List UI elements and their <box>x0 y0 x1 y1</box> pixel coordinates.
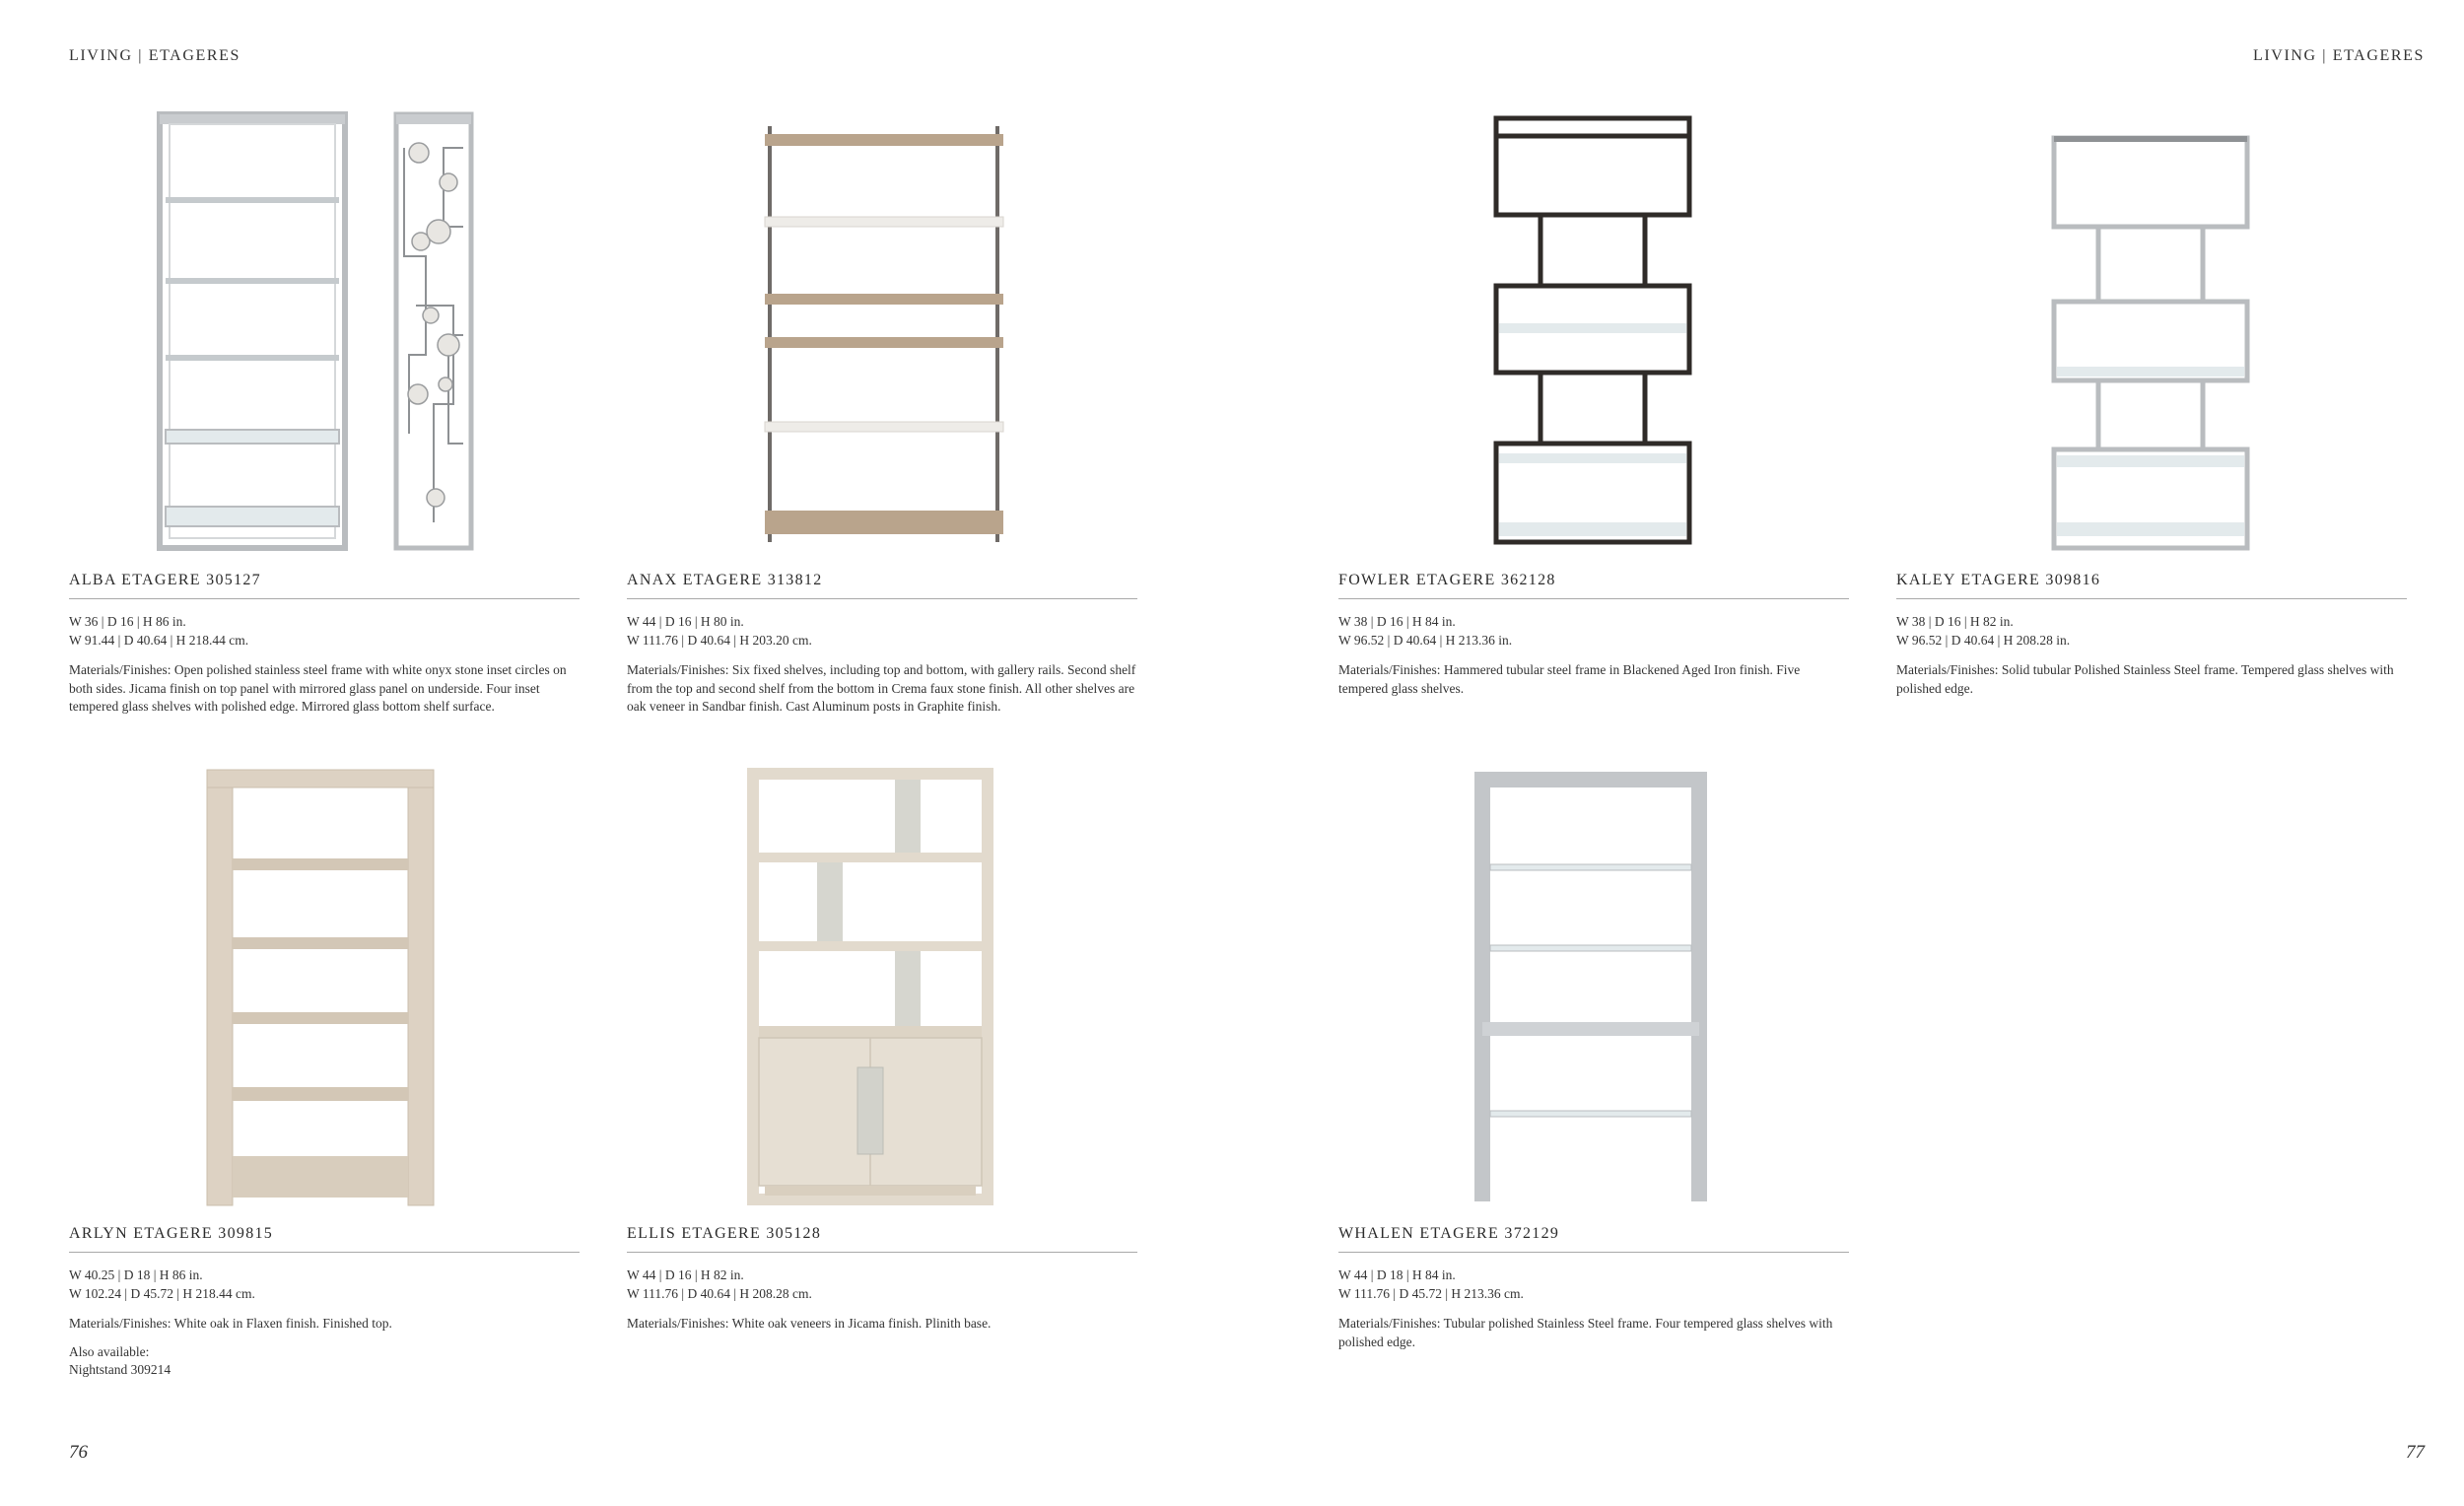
product-kaley <box>1896 108 2407 698</box>
product-image-whalen <box>1338 762 1849 1225</box>
product-image-anax <box>627 108 1137 572</box>
product-alba <box>69 108 580 717</box>
dimensions-inches: W 36 | D 16 | H 86 in. <box>69 614 186 629</box>
dimensions-inches: W 44 | D 18 | H 84 in. <box>1338 1267 1456 1282</box>
section-header-right: LIVING | ETAGERES <box>2253 47 2425 64</box>
product-whalen <box>1338 762 1849 1351</box>
materials-text: Materials/Finishes: White oak veneers in Jicama finish. Plinith base. <box>627 1316 992 1331</box>
product-arlyn <box>69 762 580 1380</box>
section-header-left: LIVING | ETAGERES <box>69 47 240 64</box>
dimensions-cm: W 111.76 | D 45.72 | H 213.36 cm. <box>1338 1286 1524 1301</box>
page-number-left: 76 <box>69 1442 88 1463</box>
dimensions-inches: W 38 | D 16 | H 84 in. <box>1338 614 1456 629</box>
dimensions-cm: W 111.76 | D 40.64 | H 203.20 cm. <box>627 633 812 648</box>
dimensions-cm: W 96.52 | D 40.64 | H 213.36 in. <box>1338 633 1513 648</box>
product-fowler <box>1338 108 1849 698</box>
page-number-right: 77 <box>2406 1442 2425 1463</box>
also-available-label: Also available: <box>69 1343 150 1359</box>
product-ellis <box>627 762 1137 1334</box>
product-image-arlyn <box>69 762 580 1225</box>
product-image-ellis <box>627 762 1137 1225</box>
materials-text: Materials/Finishes: Open polished stainless steel frame with white onyx stone inset circles on both sides. Jicama finish on top panel with mirrored glass panel on underside. Four inset tempered glass shelves with polished edge. Mirrored glass bottom shelf surface. <box>69 662 567 714</box>
dimensions-inches: W 40.25 | D 18 | H 86 in. <box>69 1267 203 1282</box>
materials-text: Materials/Finishes: Tubular polished Stainless Steel frame. Four tempered glass shelves with polished edge. <box>1338 1316 1833 1349</box>
product-image-fowler <box>1338 108 1849 572</box>
materials-text: Materials/Finishes: Six fixed shelves, including top and bottom, with gallery rails. Second shelf from the top and second shelf from the bottom in Crema faux stone finish. All other shelves are oak veneer in Sandbar finish. Cast Aluminum posts in Graphite finish. <box>627 662 1136 714</box>
product-name: ELLIS ETAGERE 305128 <box>627 1225 1137 1253</box>
product-image-kaley <box>1896 108 2407 572</box>
product-name: FOWLER ETAGERE 362128 <box>1338 572 1849 599</box>
also-available <box>69 1343 580 1380</box>
dimensions-cm: W 91.44 | D 40.64 | H 218.44 cm. <box>69 633 249 648</box>
product-name: KALEY ETAGERE 309816 <box>1896 572 2407 599</box>
dimensions-inches: W 38 | D 16 | H 82 in. <box>1896 614 2014 629</box>
product-anax <box>627 108 1137 717</box>
dimensions-inches: W 44 | D 16 | H 80 in. <box>627 614 744 629</box>
product-name: ANAX ETAGERE 313812 <box>627 572 1137 599</box>
dimensions-cm: W 111.76 | D 40.64 | H 208.28 cm. <box>627 1286 812 1301</box>
dimensions-inches: W 44 | D 16 | H 82 in. <box>627 1267 744 1282</box>
product-name: WHALEN ETAGERE 372129 <box>1338 1225 1849 1253</box>
materials-text: Materials/Finishes: White oak in Flaxen finish. Finished top. <box>69 1316 392 1331</box>
materials-text: Materials/Finishes: Hammered tubular steel frame in Blackened Aged Iron finish. Five tempered glass shelves. <box>1338 662 1801 696</box>
dimensions-cm: W 102.24 | D 45.72 | H 218.44 cm. <box>69 1286 255 1301</box>
product-name: ARLYN ETAGERE 309815 <box>69 1225 580 1253</box>
dimensions-cm: W 96.52 | D 40.64 | H 208.28 in. <box>1896 633 2071 648</box>
product-name: ALBA ETAGERE 305127 <box>69 572 580 599</box>
product-image-alba <box>69 108 580 572</box>
also-available-item: Nightstand 309214 <box>69 1362 171 1377</box>
materials-text: Materials/Finishes: Solid tubular Polished Stainless Steel frame. Tempered glass shelves with polished edge. <box>1896 662 2394 696</box>
